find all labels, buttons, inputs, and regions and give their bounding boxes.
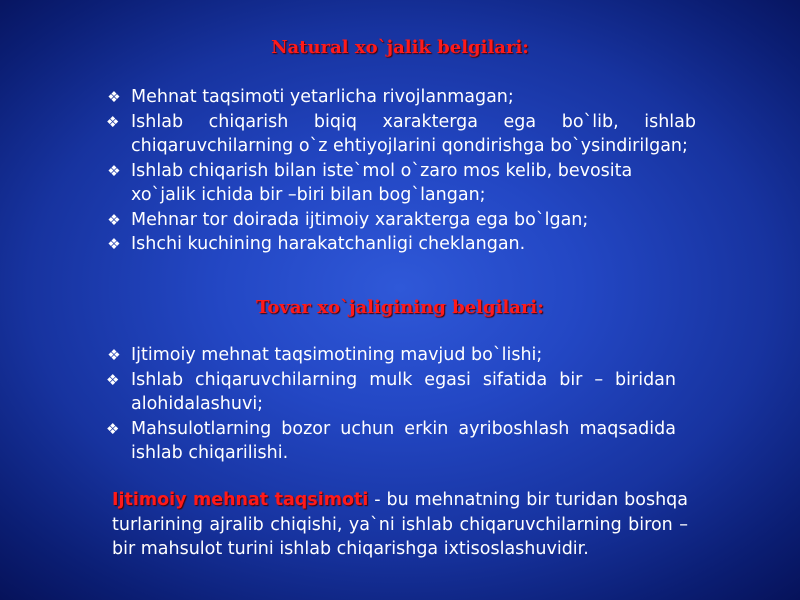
natural-economy-list	[106, 85, 696, 257]
list-item	[106, 110, 696, 159]
commodity-economy-list	[106, 343, 676, 466]
diamond-bullet-icon: ❖	[106, 112, 120, 131]
diamond-bullet-icon: ❖	[107, 210, 121, 229]
diamond-bullet-icon: ❖	[107, 346, 121, 364]
list-item-text: Ijtimoiy mehnat taqsimotining mavjud bo`lishi;	[131, 345, 543, 365]
diamond-bullet-icon: ❖	[106, 370, 120, 389]
list-item-text: Ishlab chiqarish biqiq xarakterga ega bo`lib, ishlab chiqaruvchilarning o`z ehtiyojlarini qondirishga bo`ysindirilgan;	[131, 111, 696, 156]
diamond-bullet-icon: ❖	[107, 161, 121, 180]
list-item-text: Mehnat taqsimoti yetarlicha rivojlanmagan;	[131, 87, 514, 107]
list-item-text: Ishlab chiqarish bilan iste`mol o`zaro mos kelib, bevosita xo`jalik ichida bir –biri bilan bog`langan;	[131, 160, 633, 205]
definition-text: - bu mehnatning bir turidan boshqa turlarining ajralib chiqishi, ya`ni ishlab chiqaruvchilarning biron – bir mahsulot turini ishlab chiqarishga ixtisoslashuvidir.	[112, 490, 688, 559]
section-heading-commodity-economy: Tovar xo`jaligining belgilari:	[256, 297, 544, 318]
list-item	[106, 368, 676, 417]
diamond-bullet-icon: ❖	[107, 88, 121, 106]
diamond-bullet-icon: ❖	[107, 235, 121, 253]
list-item	[106, 159, 696, 208]
list-item	[106, 85, 696, 110]
list-item	[106, 232, 696, 257]
section-heading-natural-economy: Natural xo`jalik belgilari:	[271, 37, 529, 58]
list-item	[106, 208, 696, 233]
list-item-text: Mehnar tor doirada ijtimoiy xarakterga ega bo`lgan;	[131, 209, 589, 230]
definition-paragraph	[112, 488, 688, 562]
definition-term: Ijtimoiy mehnat taqsimoti	[112, 490, 369, 510]
list-item-text: Ishchi kuchining harakatchanligi cheklangan.	[131, 234, 526, 254]
list-item	[106, 417, 676, 466]
diamond-bullet-icon: ❖	[106, 419, 120, 438]
list-item-text: Mahsulotlarning bozor uchun erkin ayriboshlash maqsadida ishlab chiqarilishi.	[131, 418, 676, 463]
list-item-text: Ishlab chiqaruvchilarning mulk egasi sifatida bir – biridan alohidalashuvi;	[131, 369, 676, 414]
list-item	[106, 343, 676, 368]
